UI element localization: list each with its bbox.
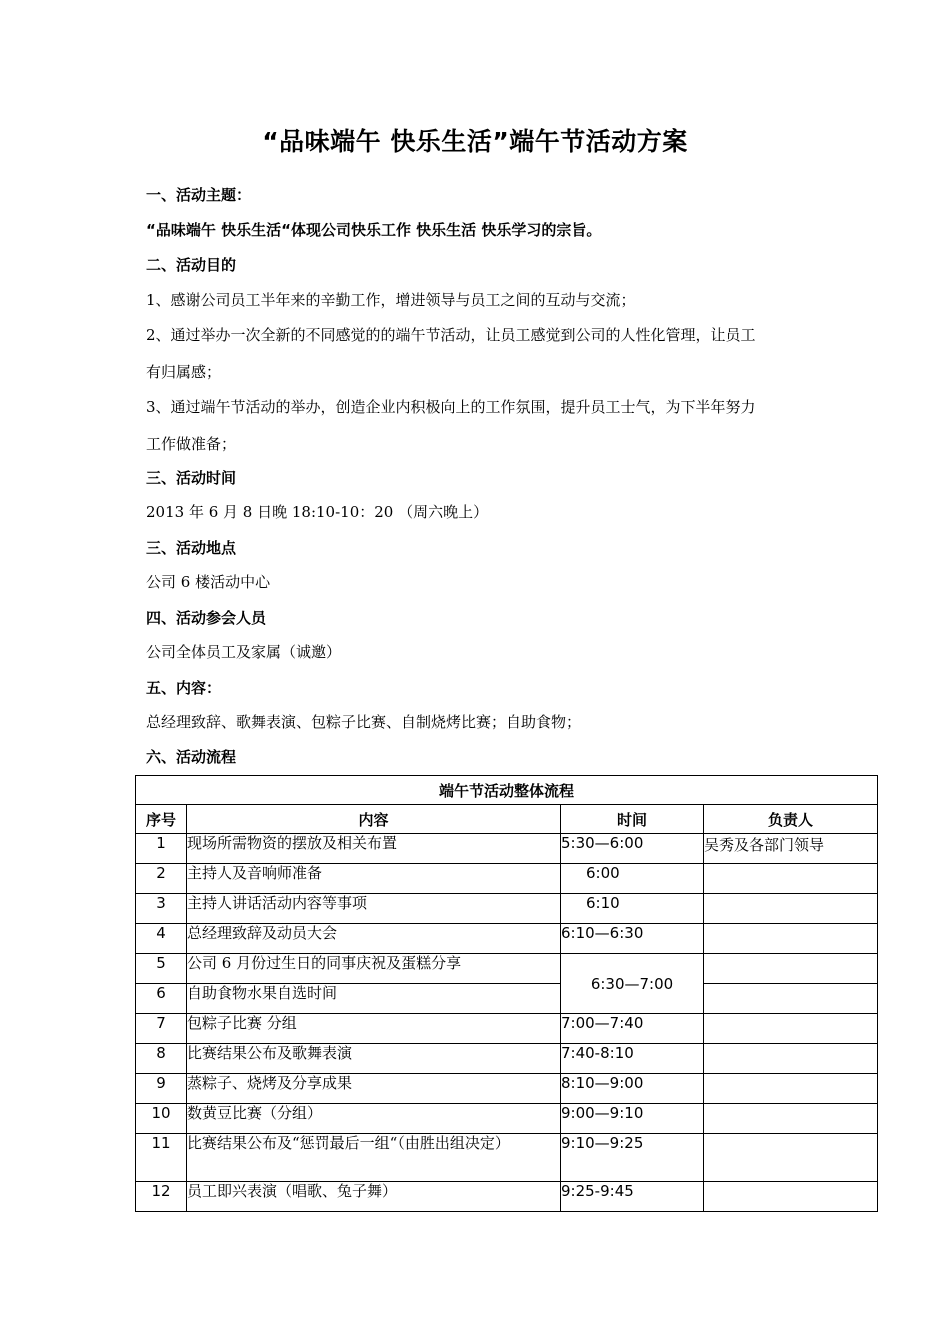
section-content-text: 总经理致辞、歌舞表演、包粽子比赛、自制烧烤比赛；自助食物； [146, 713, 582, 731]
row-content: 公司 6 月份过生日的同事庆祝及蛋糕分享 [187, 954, 561, 984]
row-time: 7:40-8:10 [561, 1044, 704, 1074]
row-time: 6:10 [561, 894, 704, 924]
section-theme-text: “品味端午 快乐生活“体现公司快乐工作 快乐生活 快乐学习的宗旨。 [146, 221, 602, 239]
activity-flow-table [135, 775, 878, 1212]
table-row [136, 1182, 878, 1212]
row-no: 11 [136, 1134, 187, 1182]
row-time: 7:00—7:40 [561, 1014, 704, 1044]
row-no: 4 [136, 924, 187, 954]
section-time-heading: 三、活动时间 [146, 469, 237, 487]
table-row [136, 1014, 878, 1044]
section-location-heading: 三、活动地点 [146, 539, 237, 557]
column-header-no: 序号 [136, 805, 187, 834]
row-content: 总经理致辞及动员大会 [187, 924, 561, 954]
row-lead [704, 954, 878, 984]
row-content: 员工即兴表演（唱歌、兔子舞） [187, 1182, 561, 1212]
section-flow-heading: 六、活动流程 [146, 748, 237, 766]
purpose-item-3-line-2: 工作做准备； [146, 435, 237, 453]
purpose-item-2-line-1: 2、通过举办一次全新的不同感觉的的端午节活动，让员工感觉到公司的人性化管理，让员工 [146, 326, 756, 344]
row-no: 7 [136, 1014, 187, 1044]
row-content: 比赛结果公布及歌舞表演 [187, 1044, 561, 1074]
row-content: 比赛结果公布及“惩罚最后一组“（由胜出组决定） [187, 1134, 561, 1182]
row-no: 8 [136, 1044, 187, 1074]
section-attendees-heading: 四、活动参会人员 [146, 609, 267, 627]
section-location-text: 公司 6 楼活动中心 [146, 573, 271, 591]
row-time: 9:25-9:45 [561, 1182, 704, 1212]
row-lead: 吴秀及各部门领导 [704, 834, 878, 864]
table-row [136, 1074, 878, 1104]
table-row [136, 954, 878, 984]
table-row [136, 834, 878, 864]
row-time-merged: 6:30—7:00 [561, 954, 704, 1014]
table-row [136, 864, 878, 894]
row-time: 6:10—6:30 [561, 924, 704, 954]
table-row [136, 1044, 878, 1074]
section-time-text: 2013 年 6 月 8 日晚 18:10-10：20 （周六晚上） [146, 503, 489, 521]
row-content: 数黄豆比赛（分组） [187, 1104, 561, 1134]
table-caption: 端午节活动整体流程 [136, 776, 878, 805]
row-lead [704, 984, 878, 1014]
row-lead [704, 894, 878, 924]
section-content-heading: 五、内容： [146, 679, 222, 697]
column-header-time: 时间 [561, 805, 704, 834]
row-content: 自助食物水果自选时间 [187, 984, 561, 1014]
column-header-lead: 负责人 [704, 805, 878, 834]
document-title: “品味端午 快乐生活”端午节活动方案 [262, 127, 688, 156]
table-row [136, 894, 878, 924]
row-content: 主持人及音响师准备 [187, 864, 561, 894]
column-header-content: 内容 [187, 805, 561, 834]
row-lead [704, 1104, 878, 1134]
row-lead [704, 924, 878, 954]
row-lead [704, 1182, 878, 1212]
purpose-item-2-line-2: 有归属感； [146, 363, 222, 381]
row-no: 12 [136, 1182, 187, 1212]
table-row [136, 1104, 878, 1134]
row-lead [704, 1044, 878, 1074]
row-content: 主持人讲话活动内容等事项 [187, 894, 561, 924]
row-content: 包粽子比赛 分组 [187, 1014, 561, 1044]
row-time: 5:30—6:00 [561, 834, 704, 864]
row-content: 蒸粽子、烧烤及分享成果 [187, 1074, 561, 1104]
table-row [136, 1134, 878, 1182]
table-row [136, 984, 878, 1014]
row-time: 9:00—9:10 [561, 1104, 704, 1134]
row-no: 2 [136, 864, 187, 894]
row-no: 9 [136, 1074, 187, 1104]
section-purpose-heading: 二、活动目的 [146, 256, 237, 274]
row-time: 8:10—9:00 [561, 1074, 704, 1104]
purpose-item-1: 1、感谢公司员工半年来的辛勤工作，增进领导与员工之间的互动与交流； [146, 291, 636, 309]
row-lead [704, 1074, 878, 1104]
row-no: 1 [136, 834, 187, 864]
row-lead [704, 1134, 878, 1182]
row-no: 10 [136, 1104, 187, 1134]
section-theme-heading: 一、活动主题： [146, 186, 252, 204]
row-no: 3 [136, 894, 187, 924]
row-lead [704, 1014, 878, 1044]
purpose-item-3-line-1: 3、通过端午节活动的举办，创造企业内积极向上的工作氛围，提升员工士气，为下半年努力 [146, 398, 756, 416]
row-no: 5 [136, 954, 187, 984]
section-attendees-text: 公司全体员工及家属（诚邀） [146, 643, 342, 661]
row-content: 现场所需物资的摆放及相关布置 [187, 834, 561, 864]
row-no: 6 [136, 984, 187, 1014]
row-time: 9:10—9:25 [561, 1134, 704, 1182]
row-lead [704, 864, 878, 894]
row-time: 6:00 [561, 864, 704, 894]
table-row [136, 924, 878, 954]
